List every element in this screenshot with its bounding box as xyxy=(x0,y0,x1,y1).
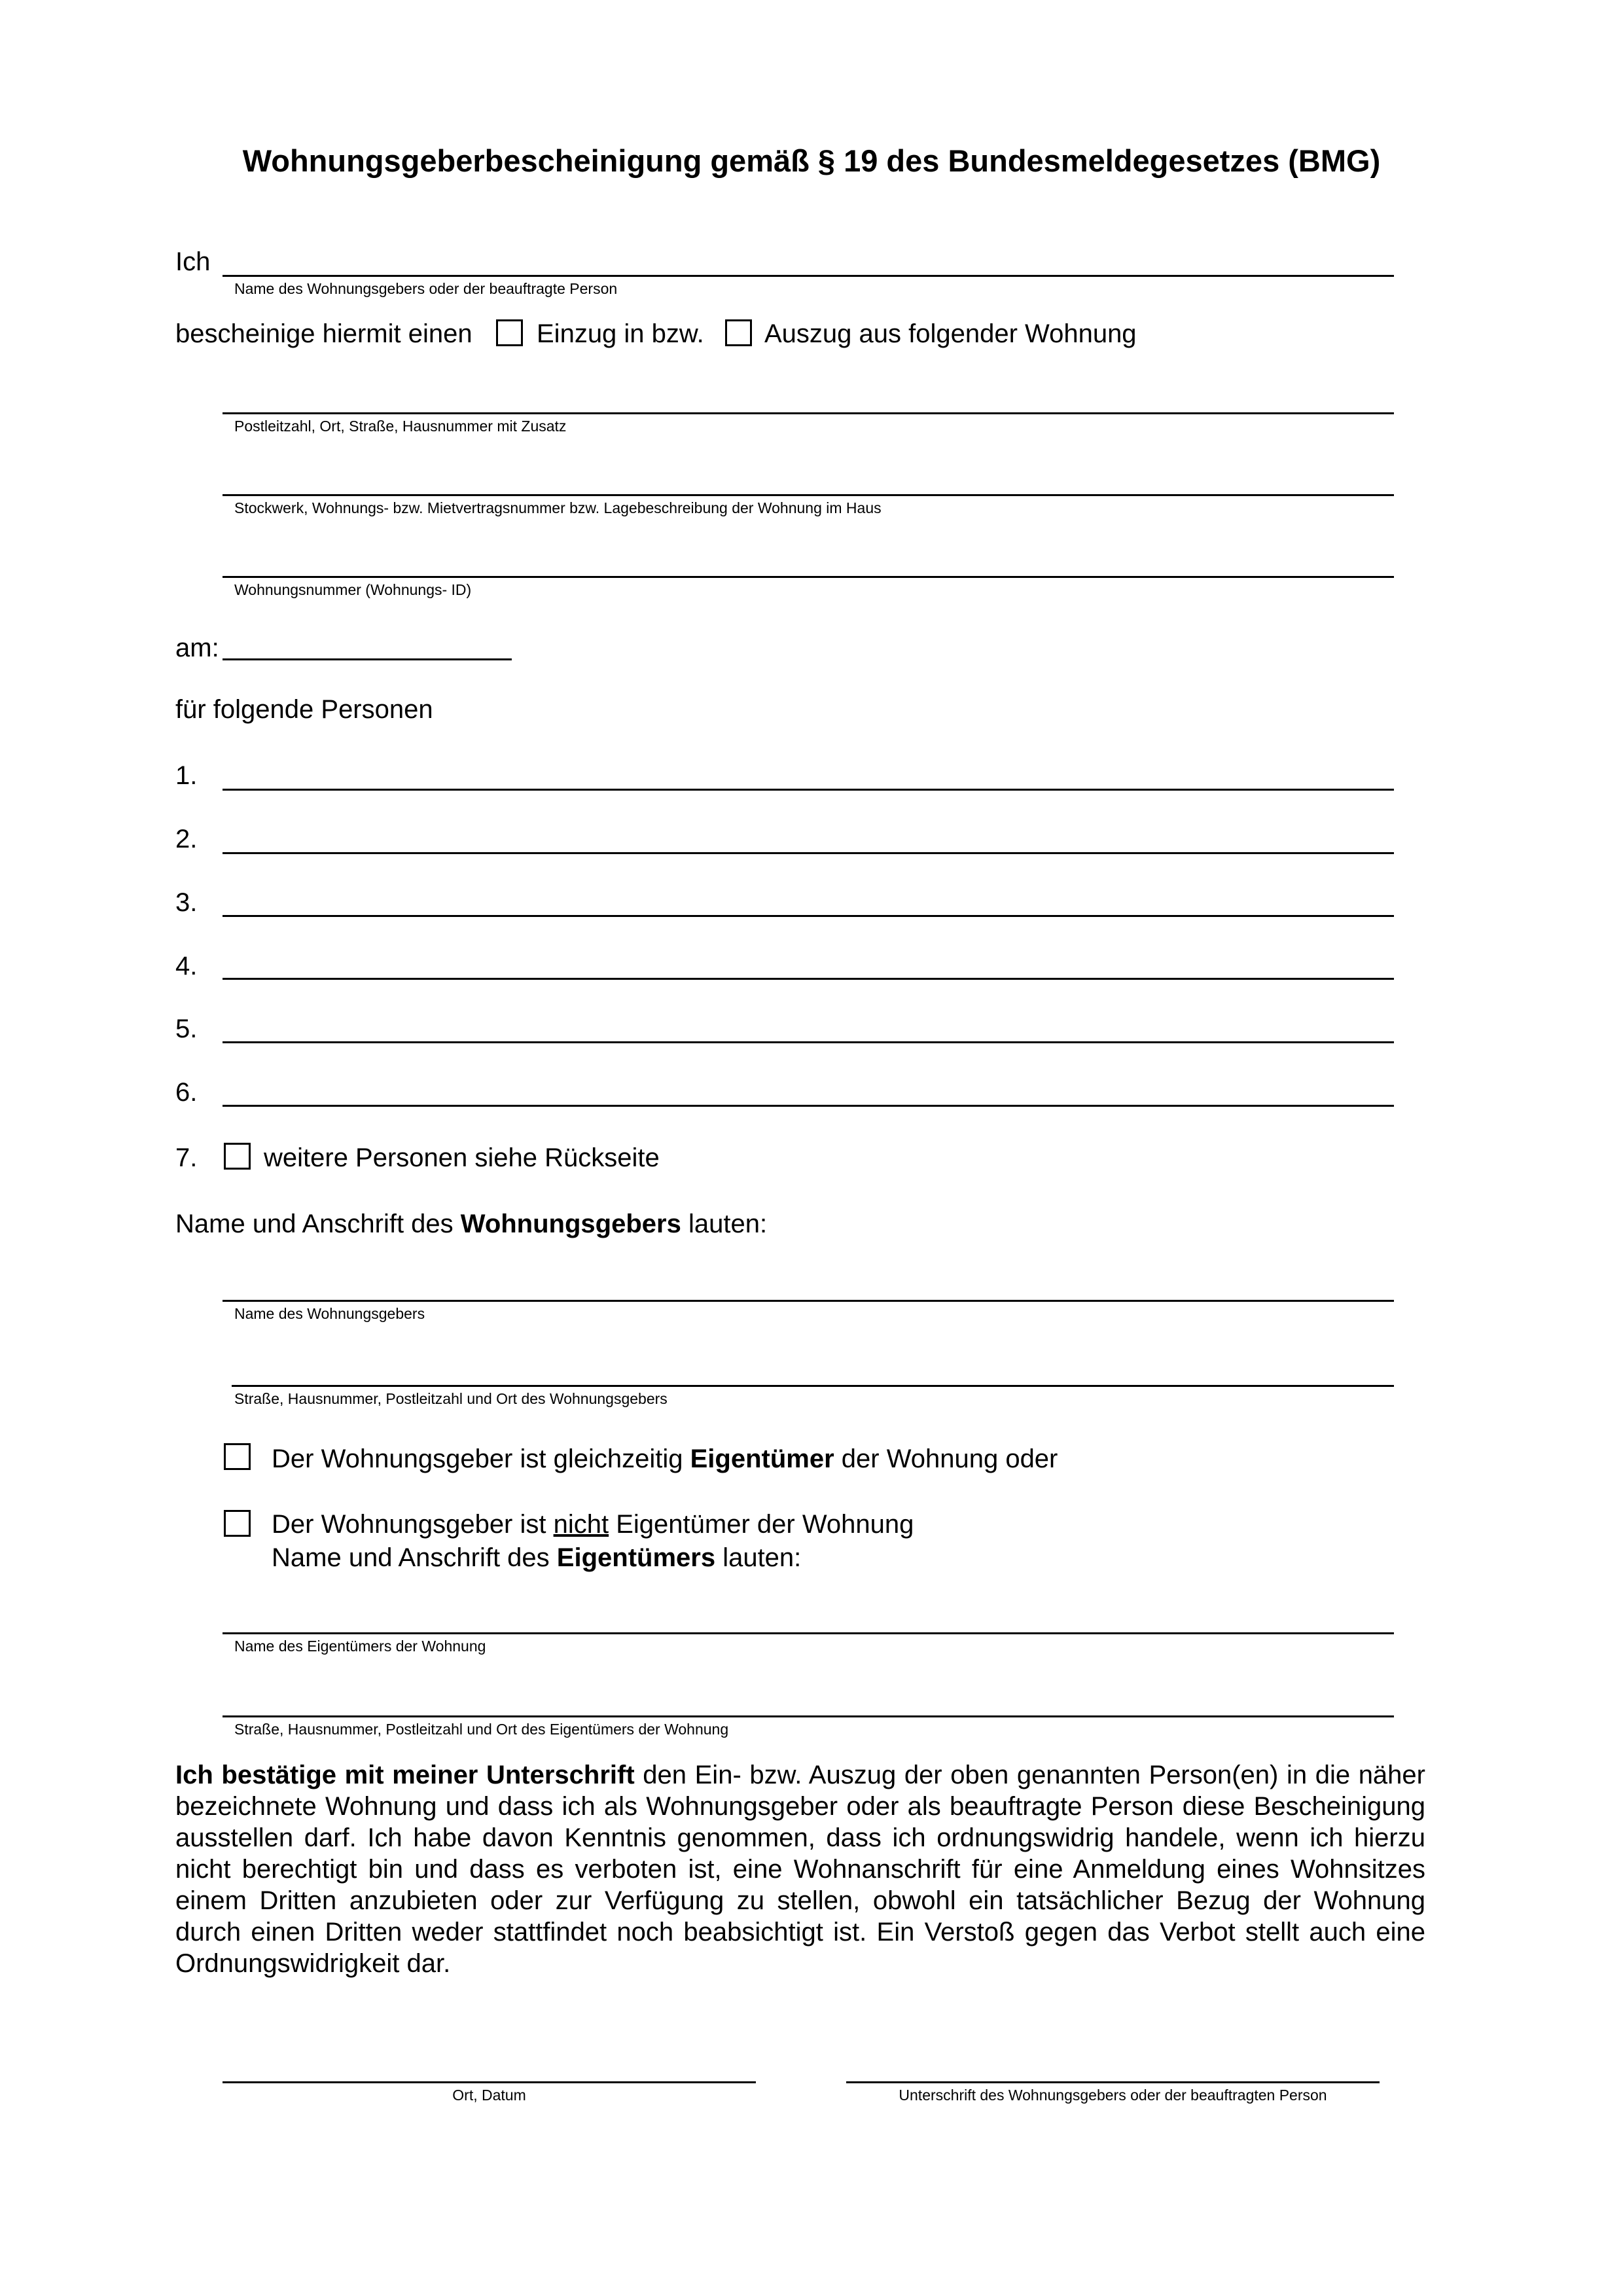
person-number: 5. xyxy=(175,1014,198,1043)
person-number: 7. xyxy=(175,1143,198,1172)
address-floor-field[interactable] xyxy=(223,494,1394,496)
owner-no-checkbox[interactable] xyxy=(224,1510,251,1537)
einzug-checkbox[interactable] xyxy=(496,319,523,346)
confirmation-paragraph: Ich bestätige mit meiner Unterschrift den Ein- bzw. Auszug der oben genannten Person(en) in die näher bezeichnete Wohnung und dass ich als Wohnungsgeber oder als beauftragte Person diese Bescheinigung ausstellen darf. Ich habe davon Kenntnis genommen, dass ich ordnungswidrig handele, wenn ich hierzu nicht berechtigt bin und dass es verboten ist, eine Wohnanschrift für eine Anmeldung eines Wohnsitzes einem Dritten anzubieten oder zur Verfügung zu stellen, obwohl ein tatsächlicher Bezug der Wohnung durch einen Dritten weder stattfindet noch beabsichtigt ist. Ein Verstoß gegen das Verbot stellt auch eine Ordnungswidrigkeit dar. xyxy=(175,1761,1425,1978)
ich-name-field[interactable] xyxy=(223,275,1394,277)
ich-label: Ich xyxy=(175,247,211,276)
landlord-name-field[interactable] xyxy=(223,1300,1394,1302)
landlord-address-caption: Straße, Hausnummer, Postleitzahl und Ort des Wohnungsgebers xyxy=(234,1390,668,1407)
apartment-id-field[interactable] xyxy=(223,576,1394,578)
person-3-field[interactable] xyxy=(223,915,1394,917)
person-number: 4. xyxy=(175,952,198,980)
place-date-caption: Ort, Datum xyxy=(452,2087,526,2104)
auszug-label: Auszug aus folgender Wohnung xyxy=(764,319,1137,348)
owner-yes-label: Der Wohnungsgeber ist gleichzeitig Eigentümer der Wohnung oder xyxy=(272,1444,1058,1473)
date-field[interactable] xyxy=(223,658,512,660)
apartment-id-caption: Wohnungsnummer (Wohnungs- ID) xyxy=(234,581,472,598)
ich-caption: Name des Wohnungsgebers oder der beauftragte Person xyxy=(234,280,618,297)
more-persons-label: weitere Personen siehe Rückseite xyxy=(264,1143,660,1172)
address-postal-field[interactable] xyxy=(223,412,1394,414)
person-2-field[interactable] xyxy=(223,852,1394,854)
signature-field[interactable] xyxy=(846,2081,1380,2083)
person-number: 6. xyxy=(175,1078,198,1107)
person-number: 3. xyxy=(175,888,198,917)
more-persons-checkbox[interactable] xyxy=(224,1143,251,1170)
person-4-field[interactable] xyxy=(223,978,1394,980)
landlord-name-caption: Name des Wohnungsgebers xyxy=(234,1305,425,1322)
einzug-label: Einzug in bzw. xyxy=(537,319,704,348)
person-number: 2. xyxy=(175,825,198,853)
page-title: Wohnungsgeberbescheinigung gemäß § 19 des Bundesmeldegesetzes (BMG) xyxy=(242,143,1381,178)
address-floor-caption: Stockwerk, Wohnungs- bzw. Mietvertragsnummer bzw. Lagebeschreibung der Wohnung im Haus xyxy=(234,499,882,516)
place-date-field[interactable] xyxy=(223,2081,756,2083)
person-5-field[interactable] xyxy=(223,1041,1394,1043)
person-1-field[interactable] xyxy=(223,789,1394,791)
am-label: am: xyxy=(175,634,219,662)
owner-yes-checkbox[interactable] xyxy=(224,1443,251,1470)
owner-no-label: Der Wohnungsgeber ist nicht Eigentümer der Wohnung xyxy=(272,1510,914,1539)
auszug-checkbox[interactable] xyxy=(725,319,752,346)
person-6-field[interactable] xyxy=(223,1105,1394,1107)
owner-name-caption: Name des Eigentümers der Wohnung xyxy=(234,1638,486,1655)
owner-address-caption: Straße, Hausnummer, Postleitzahl und Ort des Eigentümers der Wohnung xyxy=(234,1721,729,1738)
address-postal-caption: Postleitzahl, Ort, Straße, Hausnummer mit Zusatz xyxy=(234,418,567,435)
owner-heading: Name und Anschrift des Eigentümers lauten: xyxy=(272,1543,802,1572)
owner-address-field[interactable] xyxy=(223,1715,1394,1717)
landlord-address-field[interactable] xyxy=(232,1385,1394,1387)
person-number: 1. xyxy=(175,761,198,790)
signature-caption: Unterschrift des Wohnungsgebers oder der beauftragten Person xyxy=(899,2087,1327,2104)
owner-name-field[interactable] xyxy=(223,1632,1394,1634)
landlord-heading: Name und Anschrift des Wohnungsgebers lauten: xyxy=(175,1210,768,1238)
persons-heading: für folgende Personen xyxy=(175,695,433,724)
bescheinige-text: bescheinige hiermit einen xyxy=(175,319,473,348)
